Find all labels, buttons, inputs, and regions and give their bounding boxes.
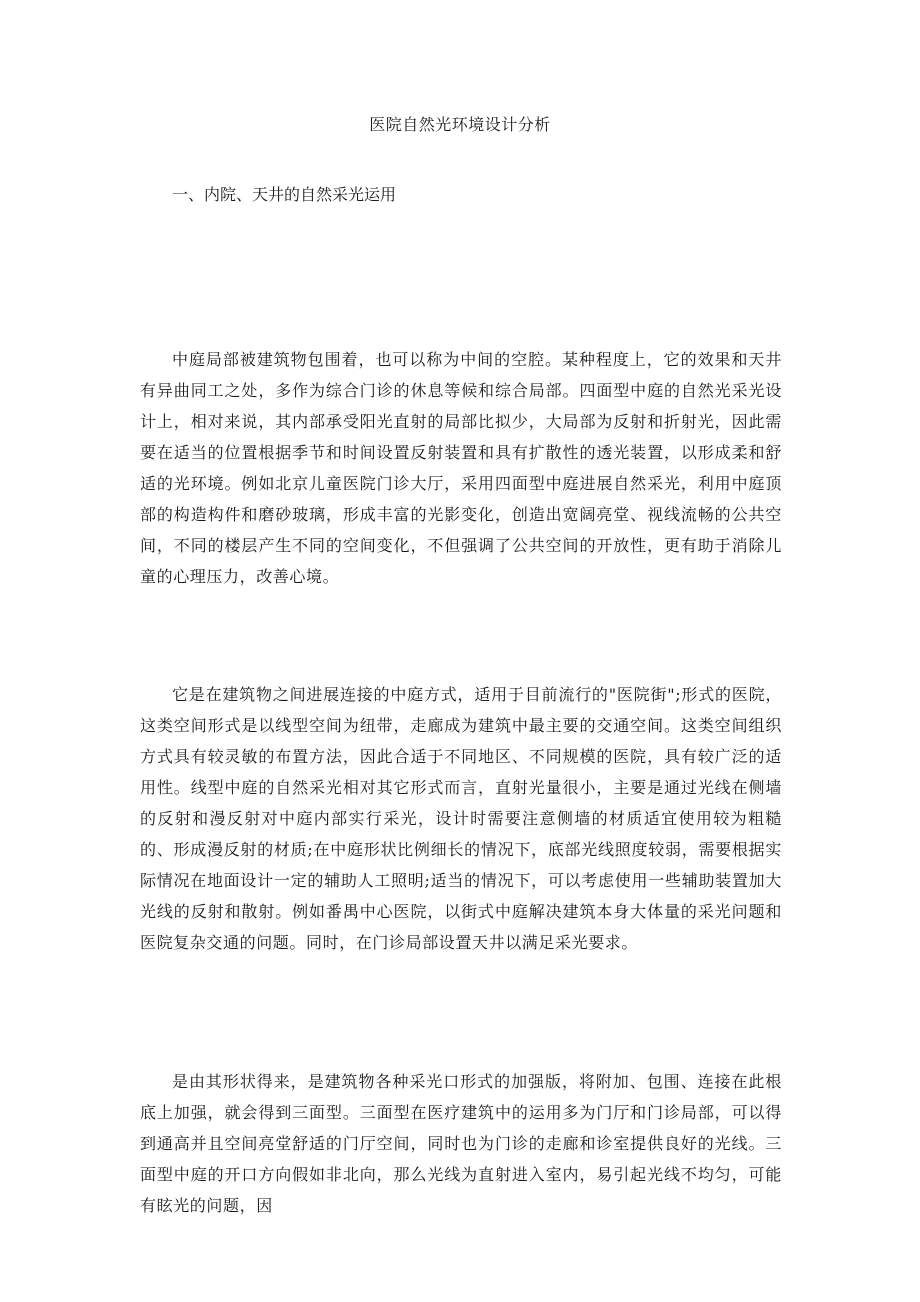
paragraph-three-sided-atrium: 是由其形状得来，是建筑物各种采光口形式的加强版，将附加、包围、连接在此根底上加强，就会得到三面型。三面型在医疗建筑中的运用多为门厅和门诊局部，可以得到通高并且空间亮堂舒适的门厅空间，同时也为门诊的走廊和诊室提供良好的光线。三面型中庭的开口方向假如非北向，那么光线为直射进入室内，易引起光线不均匀，可能有眩光的问题，因 (140, 1072, 782, 1215)
document-title: 医院自然光环境设计分析 (369, 115, 551, 134)
paragraph-four-sided-atrium: 中庭局部被建筑物包围着，也可以称为中间的空腔。某种程度上，它的效果和天井有异曲同工之处，多作为综合门诊的休息等候和综合局部。四面型中庭的自然光采光设计上，相对来说，其内部承受阳光直射的局部比拟少，大局部为反射和折射光，因此需要在适当的位置根据季节和时间设置反射装置和具有扩散性的透光装置，以形成柔和舒适的光环境。例如北京儿童医院门诊大厅，采用四面型中庭进展自然采光，利用中庭顶部的构造构件和磨砂玻璃，形成丰富的光影变化，创造出宽阔亮堂、视线流畅的公共空间，不同的楼层产生不同的空间变化，不但强调了公共空间的开放性，更有助于消除儿童的心理压力，改善心境。 (140, 350, 782, 586)
paragraph-linear-atrium: 它是在建筑物之间进展连接的中庭方式，适用于目前流行的"医院街";形式的医院，这类空间形式是以线型空间为纽带，走廊成为建筑中最主要的交通空间。这类空间组织方式具有较灵敏的布置方法，因此合适于不同地区、不同规模的医院，具有较广泛的适用性。线型中庭的自然采光相对其它形式而言，直射光量很小，主要是通过光线在侧墙的反射和漫反射对中庭内部实行采光，设计时需要注意侧墙的材质适宜使用较为粗糙的、形成漫反射的材质;在中庭形状比例细长的情况下，底部光线照度较弱，需要根据实际情况在地面设计一定的辅助人工照明;适当的情况下，可以考虑使用一些辅助装置加大光线的反射和散射。例如番禺中心医院，以街式中庭解决建筑本身大体量的采光问题和医院复杂交通的问题。同时，在门诊局部设置天井以满足采光要求。 (140, 685, 782, 952)
section-heading: 一、内院、天井的自然采光运用 (172, 185, 397, 204)
